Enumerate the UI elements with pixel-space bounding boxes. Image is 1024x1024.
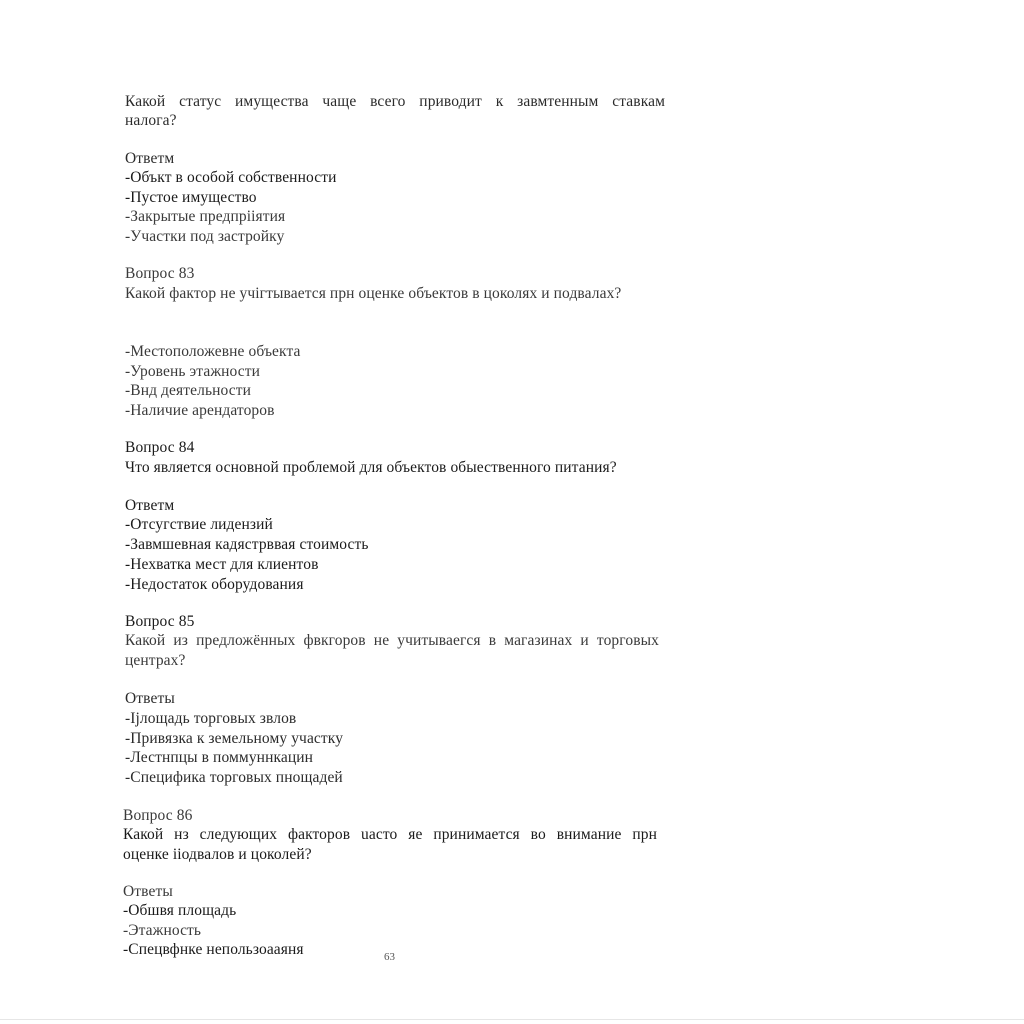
answer-option: -Привязка к земельному участку <box>125 730 344 747</box>
answer-option: -Лестнпцы в поммуннкацин <box>125 749 314 766</box>
question-text-line: Какой из предложённых фвкгоров не учитываегся в магазинах и торговых <box>125 632 659 649</box>
answer-option: -Ijлощадь торговых звлов <box>125 710 297 727</box>
answer-option: -Обшвя площадь <box>123 902 237 919</box>
question-text-line: Что является основной проблемой для объектов обыественного питания? <box>125 459 617 476</box>
answers-heading: Ответы <box>123 883 173 900</box>
question-label: Вопрос 85 <box>125 613 195 630</box>
answer-option: -Пустое имущество <box>125 189 257 206</box>
answer-option: -Внд деятельности <box>125 382 251 399</box>
answer-option: -Нехватка мест для клиентов <box>125 556 319 573</box>
answer-option: -Специфика торговых пнощадей <box>125 769 343 786</box>
question-text-line: Какой статус имущества чаще всего приводит к завмтенным ставкам <box>125 93 665 110</box>
answers-heading: Ответм <box>125 497 175 514</box>
answer-option: -Наличие арендаторов <box>125 402 275 419</box>
question-label: Вопрос 84 <box>125 439 195 456</box>
page-bottom-edge <box>0 1019 1024 1020</box>
answer-option: -Участки под застройку <box>125 228 285 245</box>
answer-option: -Объкт в особой собственности <box>125 169 337 186</box>
question-label: Вопрос 83 <box>125 265 195 282</box>
page-number: 63 <box>384 951 395 963</box>
question-text-line: Какой нз следующих факторов uасто яе принимается во внимание прн <box>123 826 657 843</box>
answer-option: -Спецвфнке непользоааяня <box>123 941 304 958</box>
answer-option: -Отсугствие лидензий <box>125 516 273 533</box>
answer-option: -Недостаток оборудования <box>125 576 304 593</box>
question-text-line: налога? <box>125 112 177 129</box>
answers-heading: Ответм <box>125 150 175 167</box>
question-text-line: Какой фактор не учігтывается прн оценке объектов в цоколях и подвалах? <box>125 285 622 302</box>
question-text-line: центрах? <box>125 652 186 669</box>
answer-option: -Завмшевная кадястрввая стоимость <box>125 536 369 553</box>
answer-option: -Закрытые предпрііятия <box>125 208 286 225</box>
question-label: Вопрос 86 <box>123 807 193 824</box>
answer-option: -Уровень этажности <box>125 363 261 380</box>
question-text-line: оценке iiодвалов и цоколей? <box>123 846 312 863</box>
answer-option: -Местоположевне объекта <box>125 343 301 360</box>
answer-option: -Этажность <box>123 922 202 939</box>
answers-heading: Ответы <box>125 690 175 707</box>
